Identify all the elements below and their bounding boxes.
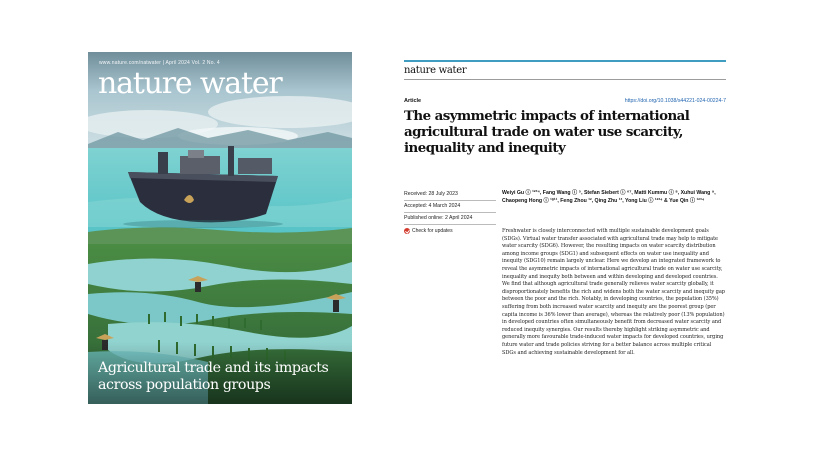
cover-headline: Agricultural trade and its impacts across population groups — [98, 360, 329, 393]
check-for-updates-button[interactable] — [404, 228, 496, 234]
article-page — [404, 58, 726, 403]
received-date: Received: 28 July 2023 — [404, 189, 496, 201]
top-accent-rule — [404, 60, 726, 62]
journal-name: nature water — [404, 65, 467, 76]
cover-masthead: nature water — [98, 66, 282, 101]
article-dates — [404, 189, 496, 234]
author-list: Weiyi Gu ⓘ ¹²³⁴, Fang Wang ⓘ ⁵, Stefan Siebert ⓘ ⁶⁷, Matti Kummu ⓘ ⁸, Xuhui Wang ⁹, Chaopeng Hong ⓘ ¹⁰¹¹, Feng Zhou ¹², Qing Zhu ¹³, Yong Liu ⓘ ¹²³⁴ & Yue Qin ⓘ ¹²³⁴ — [502, 190, 716, 205]
accepted-date: Accepted: 4 March 2024 — [404, 201, 496, 213]
magazine-cover — [88, 52, 352, 404]
abstract-text: Freshwater is closely interconnected with multiple sustainable development goals (SDGs). Virtual water transfer associated with agricultural trade may help to mitigate water scarcity (SDG6). However, the resulting impacts on water scarcity distribution among income groups (SDG1) and subsequent effects on water use inequality and inequity (SDG10) remain largely unclear. Here we develop an integrated framework to reveal the asymmetric impacts of international agricultural trade on water use scarcity, inequality and inequity both between and within developing and developed countries. We find that although agricultural trade generally relieves water scarcity globally, it disproportionately benefits the rich and widens both the water scarcity and inequity gap between the poor and the rich. Notably, in developing countries, the population (35%) suffering from both increased water scarcity and inequity are the poorest group (per capita income is 36% lower than average), whereas the relatively poor (13% population) in developed countries often simultaneously benefit from decreased water scarcity and reduced inequity synergies. Our results thereby highlight striking asymmetric and generally more favourable trade-induced water impacts for developed countries, urging future water and trade policies striving for a better balance across multiple critical SDGs and achieving sustainable development for all. — [502, 228, 725, 356]
published-date: Published online: 2 April 2024 — [404, 213, 496, 225]
journal-divider — [404, 79, 726, 80]
doi-link[interactable]: https://doi.org/10.1038/s44221-024-00224-7 — [624, 98, 726, 104]
article-type-label: Article — [404, 98, 422, 104]
check-for-updates-label: Check for updates — [412, 228, 453, 234]
cover-issue-line: www.nature.com/natwater | April 2024 Vol. 2 No. 4 — [99, 60, 220, 66]
cover-illustration — [88, 52, 352, 404]
check-updates-icon — [404, 228, 410, 234]
article-title: The asymmetric impacts of international agricultural trade on water use scarcity, inequality and inequity — [404, 108, 690, 156]
